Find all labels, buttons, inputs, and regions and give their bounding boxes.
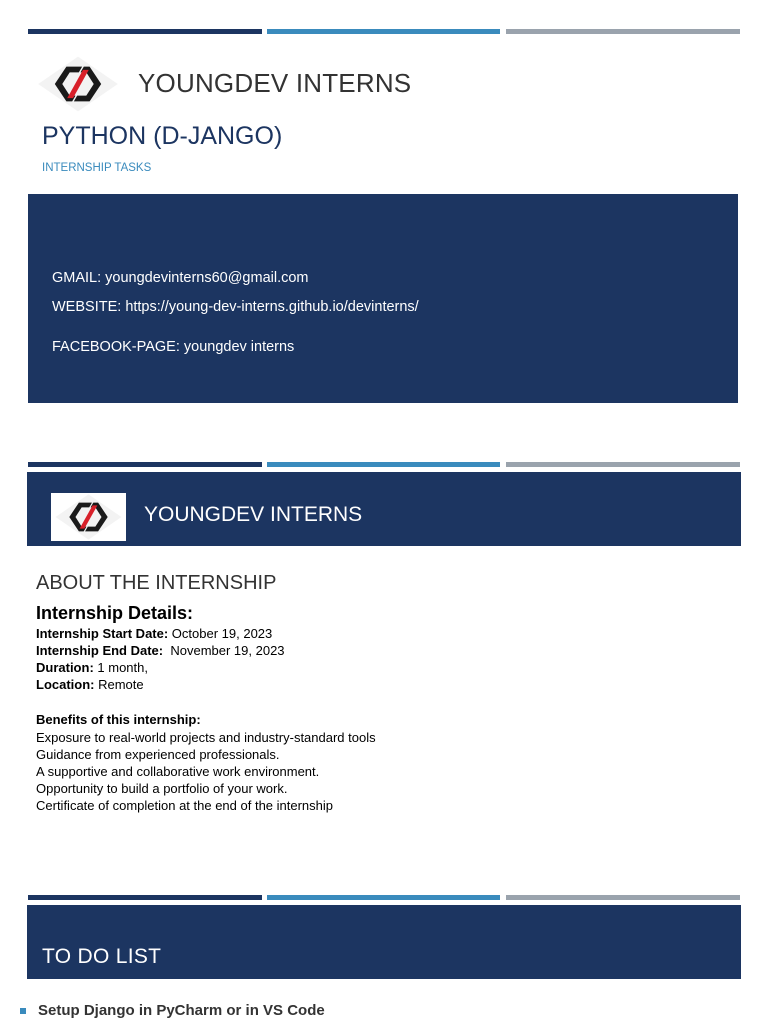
detail-label: Internship Start Date: — [36, 626, 169, 641]
detail-value: 1 month, — [93, 660, 148, 675]
detail-label: Duration: — [36, 660, 94, 675]
detail-duration — [36, 660, 148, 675]
subtitle: INTERNSHIP TASKS — [42, 162, 152, 174]
detail-label: Internship End Date: — [36, 643, 164, 658]
detail-value: October 19, 2023 — [168, 626, 273, 641]
stripe-gray — [506, 29, 740, 34]
todo-title: TO DO LIST — [42, 945, 162, 968]
benefit-item: Certificate of completion at the end of the internship — [36, 798, 334, 813]
youngdev-logo-icon — [51, 493, 126, 541]
stripe-gray — [506, 462, 740, 467]
detail-end-date — [36, 643, 285, 658]
details-heading: Internship Details: — [36, 603, 194, 623]
detail-start-date — [36, 626, 272, 641]
stripe-navy — [28, 895, 262, 900]
square-bullet-icon — [20, 1008, 26, 1014]
detail-value: Remote — [94, 677, 144, 692]
todo-item: Setup Django in PyCharm or in VS Code — [38, 1002, 325, 1019]
benefits-heading: Benefits of this internship: — [36, 712, 201, 727]
detail-label: Location: — [36, 677, 95, 692]
contact-facebook[interactable]: FACEBOOK-PAGE: youngdev interns — [52, 339, 295, 355]
brand-title: YOUNGDEV INTERNS — [138, 68, 412, 98]
benefit-item: A supportive and collaborative work environment. — [36, 764, 320, 779]
stripe-navy — [28, 462, 262, 467]
stripe-navy — [28, 29, 262, 34]
benefit-item: Opportunity to build a portfolio of your work. — [36, 781, 288, 796]
benefit-item: Exposure to real-world projects and industry-standard tools — [36, 730, 376, 745]
detail-value: November 19, 2023 — [163, 643, 285, 658]
contact-gmail[interactable]: GMAIL: youngdevinterns60@gmail.com — [52, 270, 309, 286]
stripe-teal — [267, 462, 500, 467]
brand-title: YOUNGDEV INTERNS — [144, 503, 363, 526]
stripe-teal — [267, 29, 500, 34]
course-title: PYTHON (D-JANGO) — [42, 122, 283, 150]
youngdev-logo-icon — [36, 55, 120, 113]
stripe-teal — [267, 895, 500, 900]
benefit-item: Guidance from experienced professionals. — [36, 747, 280, 762]
contact-website[interactable]: WEBSITE: https://young-dev-interns.github.io/devinterns/ — [52, 299, 419, 315]
stripe-gray — [506, 895, 740, 900]
section-title: ABOUT THE INTERNSHIP — [36, 572, 277, 594]
detail-location — [36, 677, 144, 692]
header-banner — [27, 472, 741, 546]
